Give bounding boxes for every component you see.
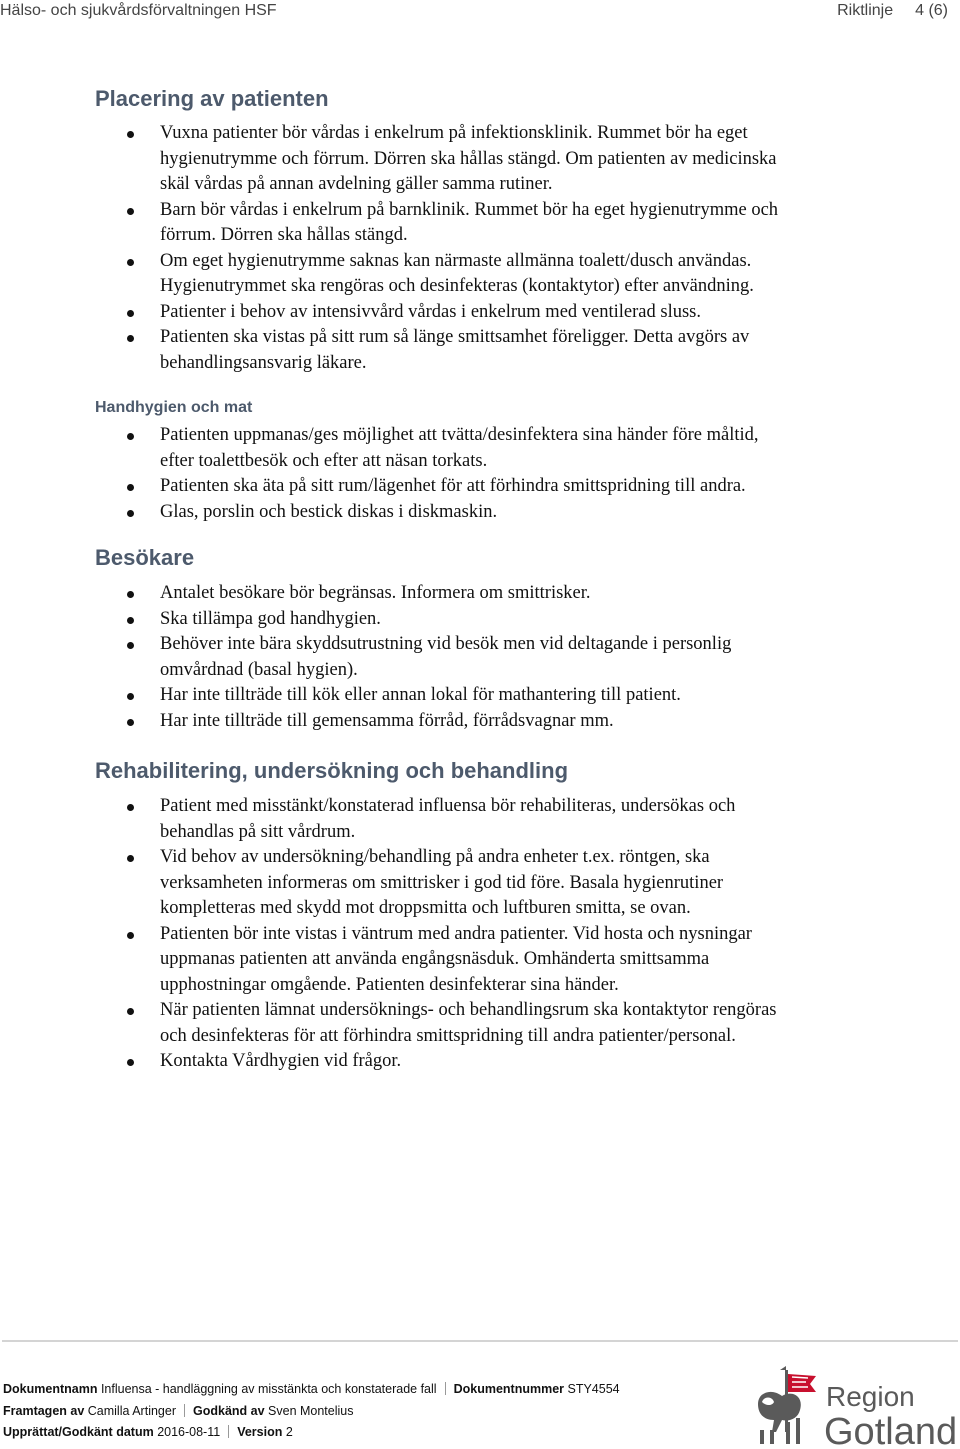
region-gotland-logo xyxy=(752,1366,960,1446)
section-heading-rehabilitering: Rehabilitering, undersökning och behandling xyxy=(95,758,569,783)
footer-separator xyxy=(184,1404,185,1417)
list-handhygien xyxy=(95,423,895,525)
list-item: Antalet besökare bör begränsas. Informera om smittrisker. xyxy=(95,581,895,607)
list-item: Har inte tillträde till gemensamma förråd, förrådsvagnar mm. xyxy=(95,709,895,735)
footer-line-3 xyxy=(3,1425,293,1439)
list-item: Glas, porslin och bestick diskas i diskmaskin. xyxy=(95,500,895,526)
header-organization: Hälso- och sjukvårdsförvaltningen HSF xyxy=(0,2,277,19)
footer-line-2 xyxy=(3,1404,354,1418)
list-item: Patient med misstänkt/konstaterad influensa bör rehabiliteras, undersökas och behandlas på sitt vårdrum. xyxy=(95,794,895,845)
footer-author-value: Camilla Artinger xyxy=(87,1404,176,1418)
footer-approver-value: Sven Montelius xyxy=(268,1404,354,1418)
footer-line-1 xyxy=(3,1382,620,1396)
list-item: När patienten lämnat undersöknings- och behandlingsrum ska kontaktytor rengöras och desinfekteras för att förhindra smittspridning till andra patienter/personal. xyxy=(95,998,895,1049)
footer-docnumber-label: Dokumentnummer xyxy=(453,1382,565,1396)
list-item: Patienter i behov av intensivvård vårdas i enkelrum med ventilerad sluss. xyxy=(95,300,895,326)
footer-date-value: 2016-08-11 xyxy=(157,1425,221,1439)
footer-docname-value: Influensa - handläggning av misstänkta och konstaterade fall xyxy=(100,1382,437,1396)
list-item: Barn bör vårdas i enkelrum på barnklinik. Rummet bör ha eget hygienutrymme och förrum. Dörren ska hållas stängd. xyxy=(95,198,895,249)
footer-date-label: Upprättat/Godkänt datum xyxy=(3,1425,154,1439)
footer-separator xyxy=(445,1382,446,1395)
list-item: Patienten bör inte vistas i väntrum med andra patienter. Vid hosta och nysningar uppmanas patienten att använda engångsnäsduk. Omhänderta smittsamma upphostningar omgående. Patienten desinfekterar sina händer. xyxy=(95,922,895,999)
section-heading-handhygien: Handhygien och mat xyxy=(95,399,253,416)
list-item: Patienten ska vistas på sitt rum så länge smittsamhet föreligger. Detta avgörs av behandlingsansvarig läkare. xyxy=(95,325,895,376)
footer-separator xyxy=(228,1425,229,1438)
header-right xyxy=(837,2,948,20)
header-page-number: 4 (6) xyxy=(915,2,948,19)
footer-docname-label: Dokumentnamn xyxy=(3,1382,98,1396)
footer-version-value: 2 xyxy=(285,1425,293,1439)
list-item: Vuxna patienter bör vårdas i enkelrum på infektionsklinik. Rummet bör ha eget hygienutrymme och förrum. Dörren ska hållas stängd. Om patienten av medicinska skäl vårdas på annan avdelning gäller samma rutiner. xyxy=(95,121,895,198)
list-item: Om eget hygienutrymme saknas kan närmaste allmänna toalett/dusch användas. Hygienutrymmet ska rengöras och desinfekteras (kontaktytor) efter användning. xyxy=(95,249,895,300)
logo-text-gotland: Gotland xyxy=(824,1411,958,1446)
section-heading-placering: Placering av patienten xyxy=(95,86,329,111)
section-heading-besokare: Besökare xyxy=(95,545,195,570)
list-item: Behöver inte bära skyddsutrustning vid besök men vid deltagande i personlig omvårdnad (basal hygien). xyxy=(95,632,895,683)
logo-text-region: Region xyxy=(826,1381,915,1412)
footer-divider xyxy=(2,1340,958,1342)
header-doc-type: Riktlinje xyxy=(837,2,894,19)
list-placering xyxy=(95,121,895,376)
list-item: Patienten ska äta på sitt rum/lägenhet för att förhindra smittspridning till andra. xyxy=(95,474,895,500)
list-item: Vid behov av undersökning/behandling på andra enheter t.ex. röntgen, ska verksamheten informeras om smittrisker i god tid före. Basala hygienrutiner kompletteras med skydd mot droppsmitta och luftburen smitta, se ovan. xyxy=(95,845,895,922)
footer-approver-label: Godkänd av xyxy=(193,1404,265,1418)
list-item: Ska tillämpa god handhygien. xyxy=(95,607,895,633)
footer-version-label: Version xyxy=(237,1425,283,1439)
list-item: Patienten uppmanas/ges möjlighet att tvätta/desinfektera sina händer före måltid, efter toalettbesök och efter att näsan torkats. xyxy=(95,423,895,474)
list-item: Kontakta Vårdhygien vid frågor. xyxy=(95,1049,895,1075)
footer-author-label: Framtagen av xyxy=(3,1404,85,1418)
list-rehabilitering xyxy=(95,794,895,1075)
list-item: Har inte tillträde till kök eller annan lokal för mathantering till patient. xyxy=(95,683,895,709)
footer-docnumber-value: STY4554 xyxy=(567,1382,620,1396)
list-besokare xyxy=(95,581,895,734)
ram-emblem-icon xyxy=(758,1366,816,1444)
